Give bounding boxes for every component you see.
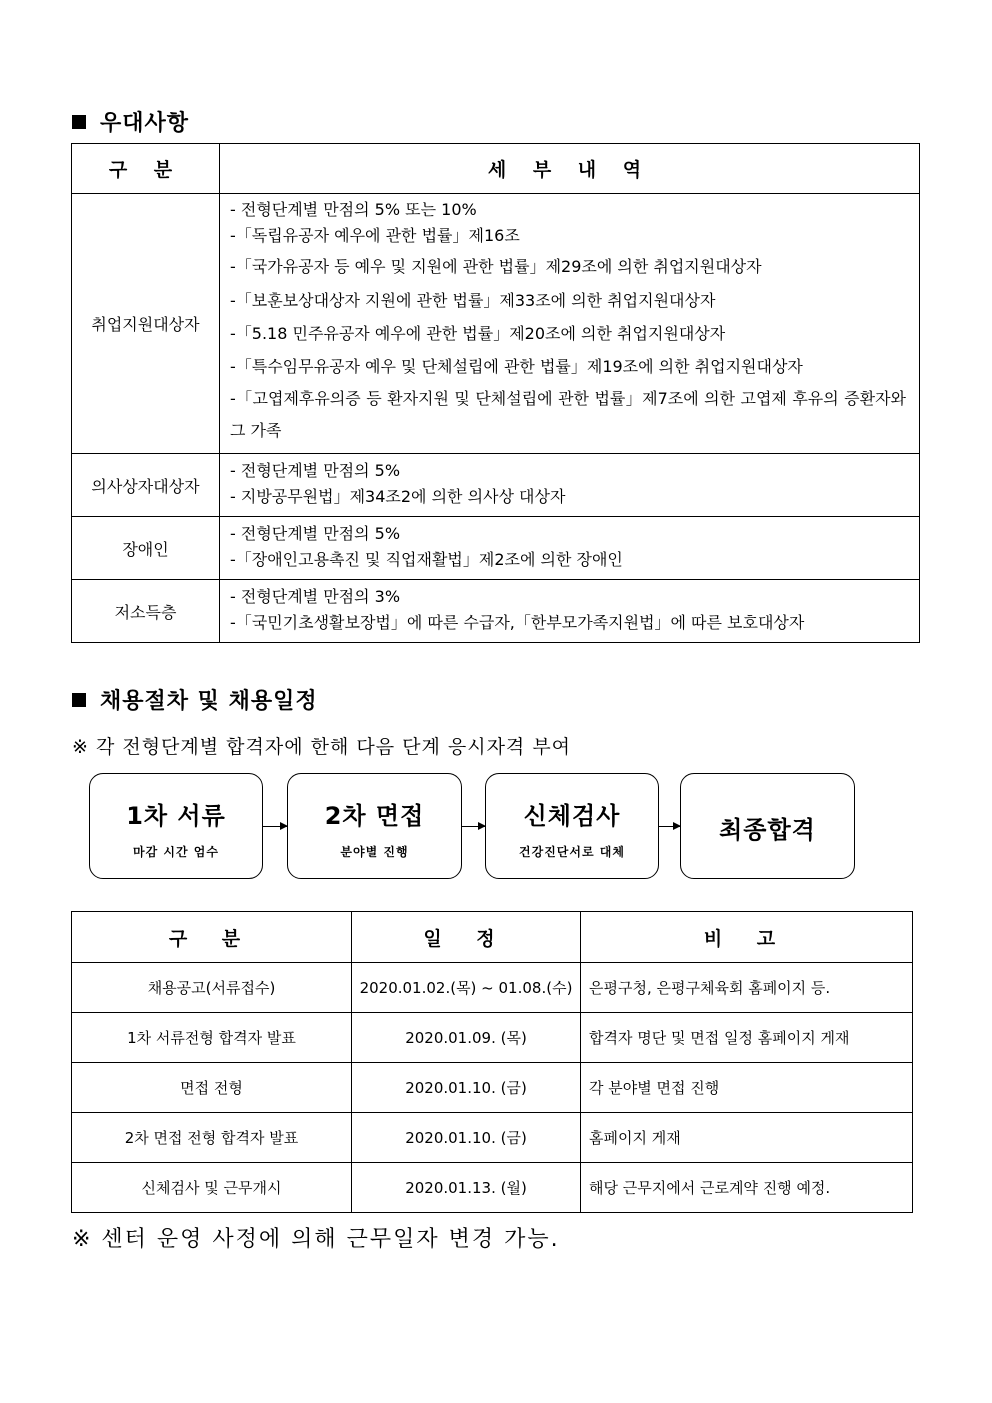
benefits-header-details: 세 부 내 역 [220,144,920,194]
schedule-date: 2020.01.09. (목) [352,1013,581,1063]
schedule-remark: 홈페이지 게재 [581,1113,913,1163]
benefit-line: -「국민기초생활보장법」에 따른 수급자,「한부모가족지원법」에 따른 보호대상자 [230,613,805,632]
procedure-title-text: 채용절차 및 채용일정 [100,689,318,714]
schedule-remark: 해당 근무지에서 근로계약 진행 예정. [581,1163,913,1213]
schedule-remark: 각 분야별 면접 진행 [581,1063,913,1113]
procedure-section-title [72,684,318,715]
step-box-4 [680,773,855,879]
benefit-line: - 전형단계별 만점의 5% [230,461,401,480]
arrow-right-icon [263,826,287,827]
benefit-line: - 지방공무원법」제34조2에 의한 의사상 대상자 [230,487,566,506]
benefit-category: 장애인 [72,517,220,580]
benefits-title-text: 우대사항 [100,111,190,136]
benefit-line: -「국가유공자 등 예우 및 지원에 관한 법률」제29조에 의한 취업지원대상자 [230,257,762,276]
schedule-header-item: 구 분 [72,912,352,963]
benefit-line: - 전형단계별 만점의 5% [230,524,401,543]
step-title: 최종합격 [719,816,816,844]
step-subtitle: 마감 시간 엄수 [133,845,219,859]
benefit-details [220,454,920,517]
benefit-line: -「독립유공자 예우에 관한 법률」제16조 [230,226,520,245]
step-subtitle: 건강진단서로 대체 [519,845,625,859]
schedule-item: 1차 서류전형 합격자 발표 [72,1013,352,1063]
schedule-item: 채용공고(서류접수) [72,963,352,1013]
step-title: 1차 서류 [126,802,226,830]
benefit-line: -「장애인고용촉진 및 직업재활법」제2조에 의한 장애인 [230,550,623,569]
schedule-remark: 합격자 명단 및 면접 일정 홈페이지 게재 [581,1013,913,1063]
benefit-category: 의사상자대상자 [72,454,220,517]
table-row [72,454,920,517]
benefit-line: - 전형단계별 만점의 5% 또는 10% [230,200,477,219]
footer-note: ※ 센터 운영 사정에 의해 근무일자 변경 가능. [72,1227,560,1252]
schedule-header-row [72,912,913,963]
square-bullet-icon [72,115,86,129]
schedule-header-remark: 비 고 [581,912,913,963]
procedure-note: ※ 각 전형단계별 합격자에 한해 다음 단계 응시자격 부여 [72,736,572,758]
benefit-category: 취업지원대상자 [72,194,220,454]
table-row [72,194,920,454]
schedule-item: 면접 전형 [72,1063,352,1113]
step-box-2 [287,773,462,879]
schedule-header-date: 일 정 [352,912,581,963]
benefit-details [220,194,920,454]
benefit-line: -「특수임무유공자 예우 및 단체설립에 관한 법률」제19조에 의한 취업지원대상자 [230,357,803,376]
arrow-right-icon [659,826,680,827]
benefits-header-row [72,144,920,194]
benefits-section-title [72,106,189,137]
benefit-details [220,517,920,580]
table-row [72,963,913,1013]
schedule-table [71,911,913,1213]
schedule-item: 2차 면접 전형 합격자 발표 [72,1113,352,1163]
schedule-remark: 은평구청, 은평구체육회 홈페이지 등. [581,963,913,1013]
schedule-date: 2020.01.13. (월) [352,1163,581,1213]
step-box-3 [485,773,659,879]
schedule-date: 2020.01.10. (금) [352,1113,581,1163]
table-row [72,517,920,580]
table-row [72,1013,913,1063]
table-row [72,1063,913,1113]
benefit-line: -「5.18 민주유공자 예우에 관한 법률」제20조에 의한 취업지원대상자 [230,324,726,343]
step-title: 신체검사 [523,802,621,830]
square-bullet-icon [72,693,86,707]
benefit-category: 저소득층 [72,580,220,643]
step-subtitle: 분야별 진행 [340,845,409,859]
benefit-line: - 전형단계별 만점의 3% [230,587,401,606]
schedule-date: 2020.01.10. (금) [352,1063,581,1113]
table-row [72,1113,913,1163]
step-box-1 [89,773,263,879]
benefit-details [220,580,920,643]
table-row [72,580,920,643]
benefit-line: -「고엽제후유의증 등 환자지원 및 단체설립에 관한 법률」제7조에 의한 고엽제 후유의 증환자와 그 가족 [230,389,906,440]
step-title: 2차 면접 [324,802,425,830]
table-row [72,1163,913,1213]
benefits-header-category: 구 분 [72,144,220,194]
schedule-item: 신체검사 및 근무개시 [72,1163,352,1213]
benefit-line: -「보훈보상대상자 지원에 관한 법률」제33조에 의한 취업지원대상자 [230,291,716,310]
benefits-table [71,143,920,643]
arrow-right-icon [462,826,485,827]
schedule-date: 2020.01.02.(목) ~ 01.08.(수) [352,963,581,1013]
